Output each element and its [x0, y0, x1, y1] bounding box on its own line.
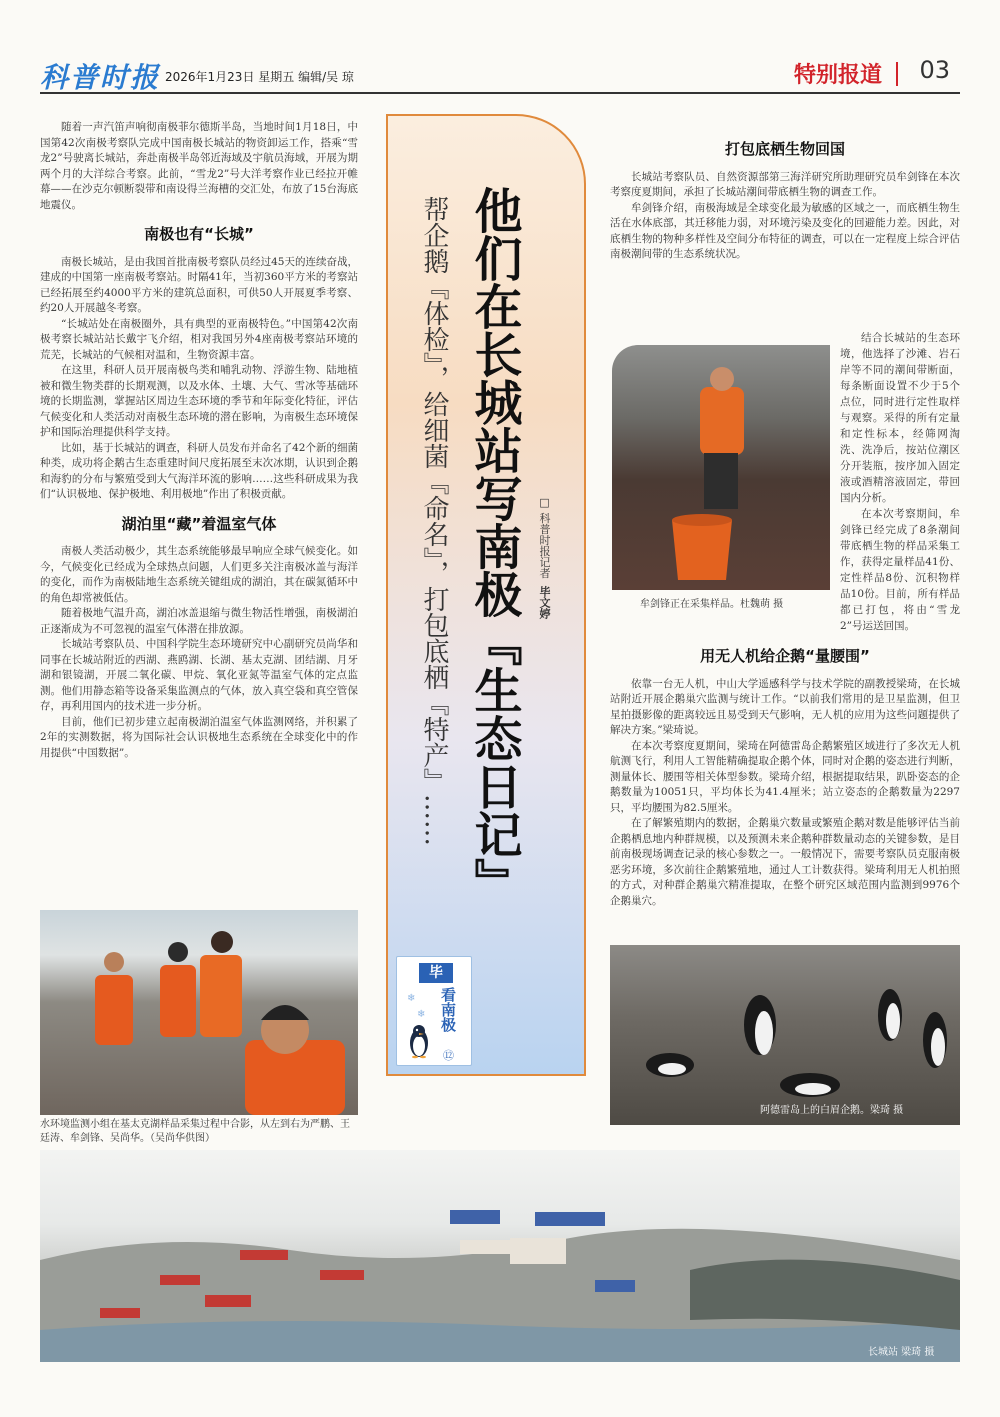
photo-sample-collection: [612, 345, 830, 590]
photo-great-wall-station: [40, 1150, 960, 1362]
series-name: 看南极: [439, 987, 457, 1032]
body-paragraph: 牟剑锋介绍，南极海域是全球变化最为敏感的区域之一，而底栖生物生活在水体底部，其迁移能力弱，对环境污染及变化的回避能力差。因此，对底栖生物的物种多样性及空间分布特征的调查，可以在一定程度上综合评估南极潮间带的生态系统状况。: [610, 201, 960, 260]
photo-caption: 牟剑锋正在采集样品。杜魏萌 摄: [640, 599, 784, 610]
series-tag: 毕: [419, 963, 453, 983]
section-heading-benthos: 打包底栖生物回国: [724, 140, 845, 158]
subheadline: 帮企鹅『体检』，给细菌『命名』，打包底栖『特产』……: [419, 196, 449, 846]
body-paragraph: 在本次考察期间，牟剑锋已经完成了8条潮间带底栖生物的样品采集工作，获得定量样品41份、定性样品8份、沉积物样品10份。目前，所有样品都已打包，将由“雪龙2”号运送回国。: [840, 508, 960, 632]
body-paragraph: 长城站考察队员、自然资源部第三海洋研究所助理研究员牟剑锋在本次考察度夏期间，承担了长城站潮间带底栖生物的调查工作。: [610, 170, 960, 198]
researcher-figure: [612, 345, 830, 590]
section-name: 特别报道: [793, 63, 882, 88]
section-heading-lakes: 湖泊里“藏”着温室气体: [121, 514, 277, 533]
photo-caption: 阿德雷岛上的白眉企鹅。梁琦 摄: [760, 1105, 904, 1116]
body-paragraph: 在了解繁殖期内的数据，企鹅巢穴数量或繁殖企鹅对数是能够评估当前企鹅栖息地内种群规模，以及预测未来企鹅种群数量动态的关键参数，是目前南极现场调查记录的核心参数之一。一般情况下，需要考察队员克服南极恶劣环境，多次前往企鹅繁殖地，通过人工计数获得。梁琦利用无人机拍照的方式，对种群企鹅巢穴精准提取，在整个研究区域范围内监测到9976个企鹅巢穴。: [610, 817, 960, 907]
body-paragraph: 随着极地气温升高，湖泊冰盖退缩与微生物活性增强，南极湖泊正逐渐成为不可忽视的温室气体潜在排放源。: [40, 607, 358, 635]
body-paragraph: 长城站考察队员、中国科学院生态环境研究中心副研究员尚华和同事在长城站附近的西湖、燕鸥湖、长湖、基太克湖、团结湖、月牙湖和银镜湖，开展二氧化碳、甲烷、氧化亚氮等温室气体的定点监测。他们用静态箱等设备采集监测点的气体，放入真空袋和真空管保存，再利用国内的技术进一步分析。: [40, 638, 358, 712]
body-paragraph: 目前，他们已初步建立起南极湖泊温室气体监测网络，并积累了2年的实测数据，将为国际社会认识极地生态系统在全球变化中的作用提供“中国数据”。: [40, 715, 358, 759]
issue-date-editor: 2026年1月23日 星期五 编辑/吴 琼: [165, 70, 354, 84]
body-paragraph: 结合长城站的生态环境，他选择了沙滩、岩石岸等不同的潮间带断面，每条断面设置不少于5个点位，同时进行定性取样与观察。采得的所有定量和定性标本，经筛网淘洗、洗净后，按站位潮区分开装瓶，按序加入固定液或酒精溶液固定，带回国内分析。: [840, 332, 960, 504]
photo-team-group: [40, 910, 358, 1115]
right-column-top: [610, 132, 960, 263]
header-divider: [896, 62, 898, 86]
body-paragraph: 南极长城站，是由我国首批南极考察队员经过45天的连续奋战，建成的中国第一座南极考察站。时隔41年，当初360平方米的考察站已经拓展至约4000平方米的建筑总面积，可供50人开展夏季考察、约20人开展越冬考察。: [40, 255, 358, 314]
body-paragraph: 依靠一台无人机，中山大学遥感科学与技术学院的副教授梁琦，在长城站附近开展企鹅巢穴监测与统计工作。“以前我们常用的是卫星监测，但卫星拍摄影像的距离较远且易受到天气影响，无人机的应用为这些问题提供了解决方案。”梁琦说。: [610, 677, 960, 736]
left-column: [40, 120, 358, 761]
body-paragraph: 南极人类活动极少，其生态系统能够最早响应全球气候变化。如今，气候变化已经成为全球热点问题，人们更多关注南极冰盖与海洋的变化，而作为南极陆地生态系统关键组成的湖泊，其在碳氮循环中的角色却常被低估。: [40, 545, 358, 604]
body-paragraph: “长城站处在南极圈外，具有典型的亚南极特色。”中国第42次南极考察长城站站长戴宇飞介绍，相对我国另外4座南极考察站环境的荒芜，长城站的气候相对温和，生物资源丰富。: [40, 317, 358, 361]
feature-title-band: [386, 114, 586, 1076]
snowflake-icon: ❄: [407, 993, 416, 1004]
team-figures: [40, 910, 358, 1115]
byline: [536, 496, 552, 619]
body-paragraph: 在本次考察度夏期间，梁琦在阿德雷岛企鹅繁殖区域进行了多次无人机航测飞行，利用人工智能精确提取企鹅个体，同时对企鹅的姿态进行判断，测量体长、腰围等相关体型参数。梁琦介绍，根据提取结果，趴卧姿态的企鹅数量为10051只，平均体长为41.4厘米；站立姿态的企鹅数量为2297只，平均腰围为82.5厘米。: [610, 739, 960, 814]
section-heading-great-wall: 南极也有“长城”: [144, 225, 254, 243]
photo-penguins: [610, 945, 960, 1125]
masthead-logo: 科普时报: [40, 61, 161, 94]
series-badge: [396, 956, 472, 1066]
station-panorama: [40, 1150, 960, 1362]
penguin-icon: [407, 1023, 431, 1059]
intro-paragraph: 随着一声汽笛声响彻南极菲尔德斯半岛，当地时间1月18日，中国第42次南极考察队完成中国南极长城站的物资卸运工作，搭乘“雪龙2”号驶离长城站，奔赴南极半岛邻近海域及宇航员海域，开展为期两个月的大洋综合考察。此前，“雪龙2”号大洋考察作业已经拉开帷幕——在沙克尔顿断裂带和南设得兰海槽的交汇处，布放了15台海底地震仪。: [40, 121, 358, 211]
snowflake-icon: ❄: [417, 1009, 426, 1020]
body-paragraph: 比如，基于长城站的调查，科研人员发布并命名了42个新的细菌种类，成功将企鹅古生态重建时间尺度拓展至末次冰期，认识到企鹅和海豹的分布与繁殖受到大气海洋环流的影响……这些科研成果为我们“认识极地、保护极地、利用极地”作出了积极贡献。: [40, 441, 358, 500]
benthos-wrap-text: [840, 330, 960, 634]
penguin-group: [610, 945, 960, 1125]
body-paragraph: 在这里，科研人员开展南极鸟类和哺乳动物、浮游生物、陆地植被和微生物类群的长期观测，以及水体、土壤、大气、雪冰等基础环境的长期监测，掌握站区周边生态环境的季节和年际变化特征，评估气候变化和人类活动对南极生态环境的潜在影响，为南极生态环境保护和国际治理提供科学支持。: [40, 364, 358, 438]
byline-label: □ 科普时报记者: [538, 496, 551, 579]
section-heading-drone: 用无人机给企鹅“量腰围”: [700, 647, 870, 665]
photo-caption: 长城站 梁琦 摄: [868, 1347, 935, 1358]
series-number: ⑫: [443, 1049, 454, 1062]
page-number: 03: [919, 56, 950, 84]
right-column-bottom: [610, 635, 960, 909]
byline-name: 毕文婷: [538, 586, 551, 619]
photo-caption: 水环境监测小组在基太克湖样品采集过程中合影，从左到右为严鹏、王廷涛、牟剑锋、吴尚华。（吴尚华供图）: [40, 1119, 350, 1144]
page-header: [40, 56, 960, 94]
headline: 他们在长城站写南极『生态日记』: [466, 186, 522, 906]
